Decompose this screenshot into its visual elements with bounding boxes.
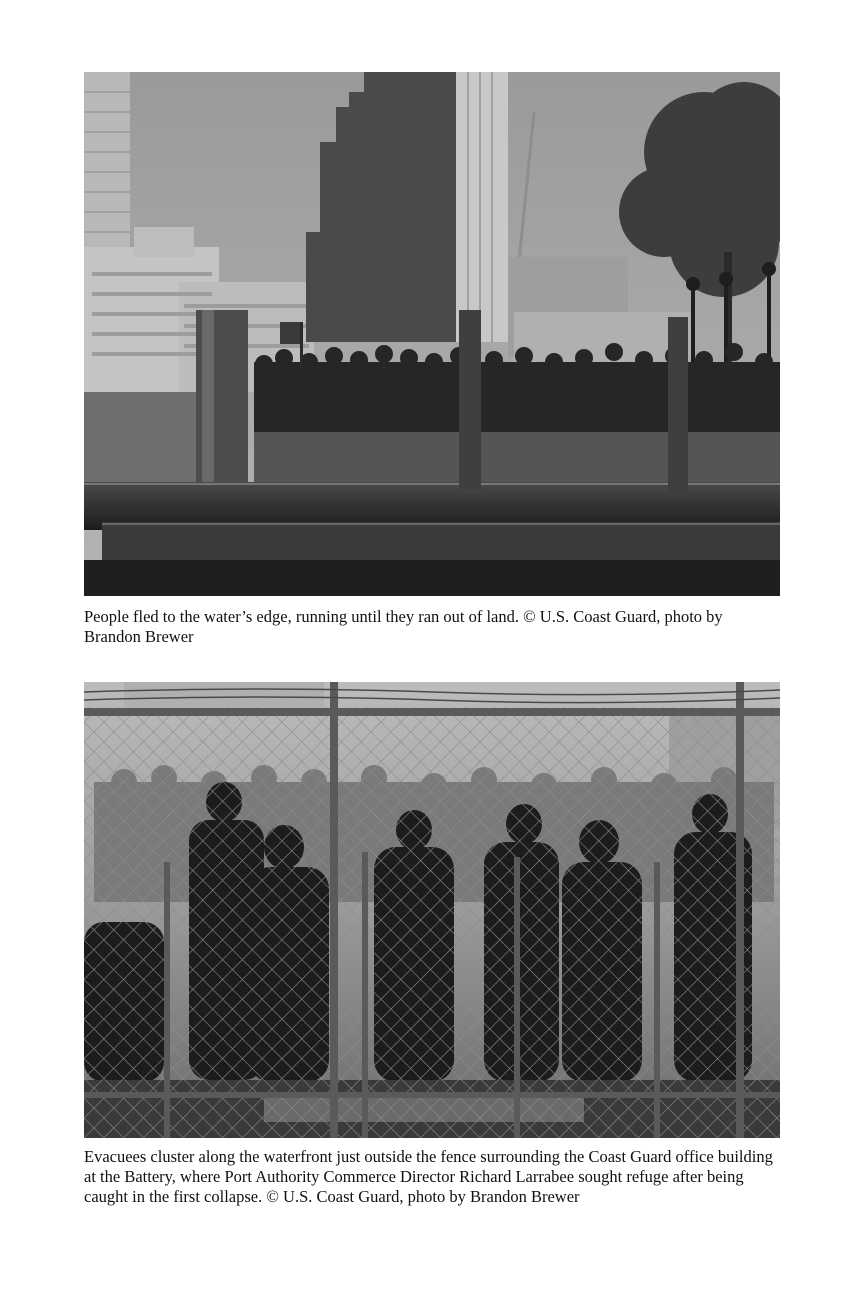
photo-evacuees-fence bbox=[84, 682, 780, 1138]
photo-evacuees-fence-image bbox=[84, 682, 780, 1138]
photo-waterfront-crowd-image bbox=[84, 72, 780, 596]
caption-waterfront-crowd: People fled to the water’s edge, running until they ran out of land. © U.S. Coast Guard, photo by Brandon Brewer bbox=[84, 607, 723, 646]
photo-waterfront-crowd bbox=[84, 72, 780, 596]
caption-evacuees-fence: Evacuees cluster along the waterfront just outside the fence surrounding the Coast Guard office building at the Battery, where Port Authority Commerce Director Richard Larrabee sought refuge after being caught in the first collapse. © U.S. Coast Guard, photo by Brandon Brewer bbox=[84, 1147, 773, 1206]
